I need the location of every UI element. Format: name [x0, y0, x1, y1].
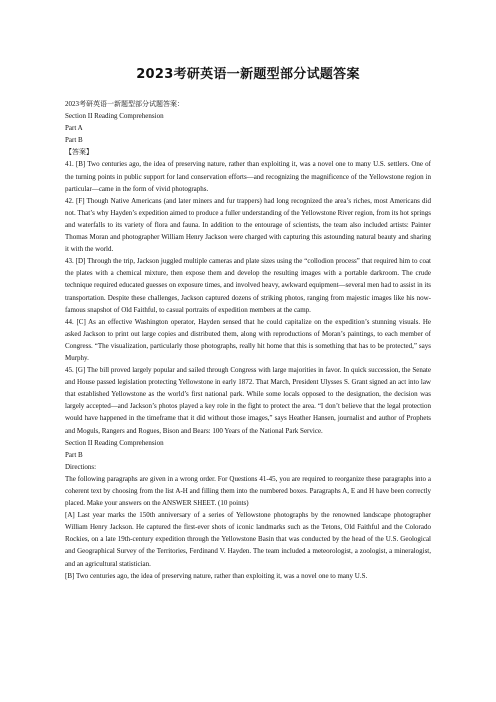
section-heading: Section II Reading Comprehension	[65, 112, 164, 121]
answer-41: 41. [B] Two centuries ago, the idea of preserving nature, rather than exploiting it, was a novel one to many U.S. settlers. One of the turning points in public support for land conservation efforts—and recognizing the magnificence of the Yellowstone region in particular—came in the form of vivid photographs.	[65, 160, 431, 193]
directions-label: Directions:	[65, 462, 97, 471]
answer-44: 44. [C] As an effective Washington operator, Hayden sensed that he could capitalize on the expedition’s stunning visuals. He asked Jackson to print out large copies and distributed them, along with reproductions of Moran’s paintings, to each member of Congress. “The visualization, particularly those photographs, really hit home that this is something that has to be protected,” says Murphy.	[65, 317, 431, 362]
part-b-heading: Part B	[65, 136, 83, 145]
paragraph-a: [A] Last year marks the 150th anniversary of a series of Yellowstone photographs by the renowned landscape photographer William Henry Jackson. He captured the first-ever shots of iconic landmarks such as the Tetons, Old Faithful and the Colorado Rockies, on a late 19th-century expedition through the Yellowstone Basin that was conducted by the head of the U.S. Geological and Geographical Survey of the Territories, Ferdinand V. Hayden. The team included a meteorologist, a zoologist, a mineralogist, and an agricultural statistician.	[65, 511, 431, 568]
document-title: 2023考研英语一新题型部分试题答案	[136, 67, 360, 82]
intro-line: 2023考研英语一新题型部分试题答案：	[65, 100, 184, 108]
part-a-heading: Part A	[65, 124, 83, 133]
directions-text: The following paragraphs are given in a wrong order. For Questions 41-45, you are required to reorganize these paragraphs into a coherent text by choosing from the list A-H and filling them into the numbered boxes. Paragraphs A, E and H have been correctly placed. Make your answers on the ANSWER SHEET. (10 points)	[65, 474, 431, 508]
answer-label: 【答案】	[65, 148, 93, 157]
part-b-heading-repeat: Part B	[65, 450, 83, 459]
paragraph-b: [B] Two centuries ago, the idea of preserving nature, rather than exploiting it, was a novel one to many U.S.	[65, 571, 368, 580]
answer-42: 42. [F] Though Native Americans (and later miners and fur trappers) had long recognized the area’s riches, most Americans did not. That’s why Hayden’s expedition aimed to produce a fuller understanding of the Yellowstone River region, from its hot springs and waterfalls to its variety of flora and fauna. In addition to the entourage of scientists, the team also included artists: Painter Thomas Moran and photographer William Henry Jackson were charged with capturing this astounding natural beauty and sharing it with the world.	[65, 196, 431, 254]
answer-45: 45. [G] The bill proved largely popular and sailed through Congress with large majorities in favor. In quick succession, the Senate and House passed legislation protecting Yellowstone in early 1872. That March, President Ulysses S. Grant signed an act into law that established Yellowstone as the world’s first national park. While some locals opposed to the designation, the decision was largely accepted—and Jackson’s photos played a key role in the fight to protect the area. “I don’t believe that the legal protection would have happened in the timeframe that it did without those images,” says Heather Hansen, journalist and author of Prophets and Moguls, Rangers and Rogues, Bison and Bears: 100 Years of the National Park Service.	[65, 366, 431, 435]
document-body	[65, 98, 431, 582]
answer-43: 43. [D] Through the trip, Jackson juggled multiple cameras and plate sizes using the “collodion process” that required him to coat the plates with a chemical mixture, then expose them and develop the resulting images with a portable darkroom. The crude technique required educated guesses on exposure times, and involved heavy, awkward equipment—several men had to assist in its transportation. Despite these challenges, Jackson captured dozens of striking photos, ranging from majestic images like his now-famous snapshot of Old Faithful, to casual portraits of expedition members at the camp.	[65, 257, 431, 314]
section-heading-repeat: Section II Reading Comprehension	[65, 438, 164, 447]
